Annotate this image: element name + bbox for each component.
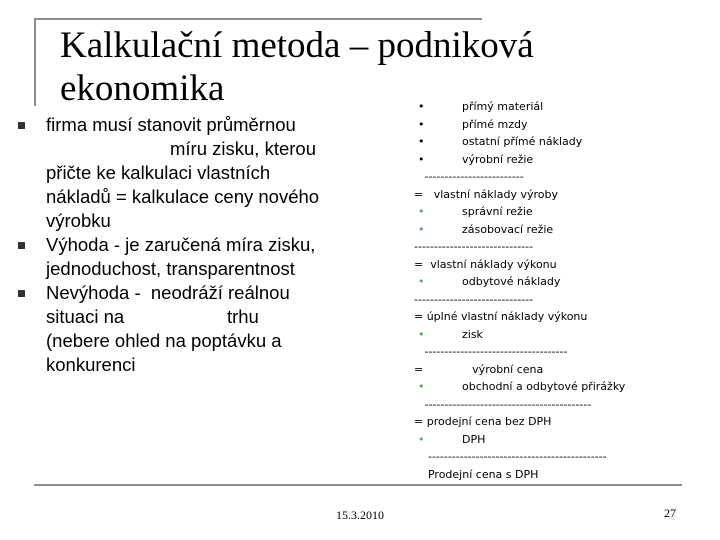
calc-row (414, 326, 714, 344)
calc-subtotal: = vlastní náklady výkonu (414, 257, 557, 271)
calc-separator: ------------------------------ (414, 292, 534, 306)
calc-row (414, 221, 714, 239)
calc-row-text: zisk (462, 327, 483, 341)
calculation-scheme (414, 98, 714, 483)
bullet-2-line2: jednoduchost, transparentnost (46, 258, 295, 279)
calc-row-text: správní režie (462, 205, 533, 218)
bullet-dot-icon: • (418, 275, 425, 288)
bullet-3-line2: situaci na trhu (46, 306, 259, 327)
bullet-dot-icon: • (418, 117, 425, 131)
decor-vertical-line (34, 18, 36, 106)
calc-row-text: přímý materiál (462, 100, 544, 113)
bullet-item-1 (18, 113, 363, 233)
bullet-dot-icon: • (418, 432, 425, 446)
calc-row (414, 151, 714, 169)
calc-row (414, 431, 714, 449)
bullet-item-3 (18, 281, 363, 377)
calc-row-text: obchodní a odbytové přirážky (462, 380, 626, 393)
calc-row-text: DPH (462, 432, 486, 446)
bullet-3-line4: konkurenci (46, 354, 136, 375)
bullet-1-line2: míru zisku, kterou (170, 138, 316, 159)
decor-top-line (34, 18, 482, 20)
calc-row-text: ostatní přímé náklady (462, 135, 583, 148)
bullet-dot-icon: • (418, 380, 425, 393)
calc-row (414, 378, 714, 396)
bullet-dot-icon: • (418, 222, 425, 236)
bullet-3-line1: Nevýhoda - neodráží reálnou (46, 282, 290, 303)
bullet-1-line4: nákladů = kalkulace ceny nového (46, 186, 320, 207)
bullet-1-line1: firma musí stanovit průměrnou (46, 114, 296, 135)
calc-separator: ------------------------------------ (414, 345, 568, 358)
bullet-dot-icon: • (418, 152, 425, 166)
footer-date: 15.3.2010 (336, 508, 384, 522)
bullet-dot-icon: • (418, 100, 425, 113)
square-bullet-icon (18, 122, 25, 129)
calc-row-text: výrobní režie (462, 152, 534, 166)
calc-subtotal: = vlastní náklady výroby (414, 187, 558, 201)
calc-separator: --------------------------------------------- (414, 450, 607, 463)
calc-row (414, 133, 714, 151)
square-bullet-icon (18, 242, 25, 249)
bullet-2-line1: Výhoda - je zaručená míra zisku, (46, 234, 316, 255)
bullet-item-2 (18, 233, 363, 281)
calc-separator: ------------------------------------------ (414, 397, 592, 411)
bullet-dot-icon: • (418, 205, 425, 218)
calc-row-text: zásobovací režie (462, 222, 554, 236)
bullet-dot-icon: • (418, 327, 425, 341)
bullet-dot-icon: • (418, 135, 425, 148)
calc-subtotal: = výrobní cena (414, 362, 544, 376)
slide-title-line2: ekonomika (60, 68, 225, 109)
slide-title-line1: Kalkulační metoda – podniková (60, 25, 534, 66)
calc-row-text: odbytové náklady (462, 275, 561, 288)
bullet-3-line3: (nebere ohled na poptávku a (46, 330, 282, 351)
calc-row (414, 273, 714, 291)
bullet-1-line3: přičte ke kalkulaci vlastních (46, 162, 271, 183)
calc-row (414, 203, 714, 221)
calc-row (414, 98, 714, 116)
calc-separator: ------------------------- (414, 170, 524, 183)
calc-row (414, 116, 714, 134)
calc-total: Prodejní cena s DPH (414, 467, 539, 481)
bullet-list (18, 113, 363, 377)
calc-row-text: přímé mzdy (462, 117, 528, 131)
calc-subtotal: = prodejní cena bez DPH (414, 415, 552, 428)
page-number: 27 (664, 506, 676, 520)
square-bullet-icon (18, 290, 25, 297)
decor-bottom-line (34, 484, 682, 486)
calc-separator: ------------------------------ (414, 240, 534, 253)
bullet-1-line5: výrobku (46, 210, 111, 231)
calc-subtotal: = úplné vlastní náklady výkonu (414, 310, 588, 323)
